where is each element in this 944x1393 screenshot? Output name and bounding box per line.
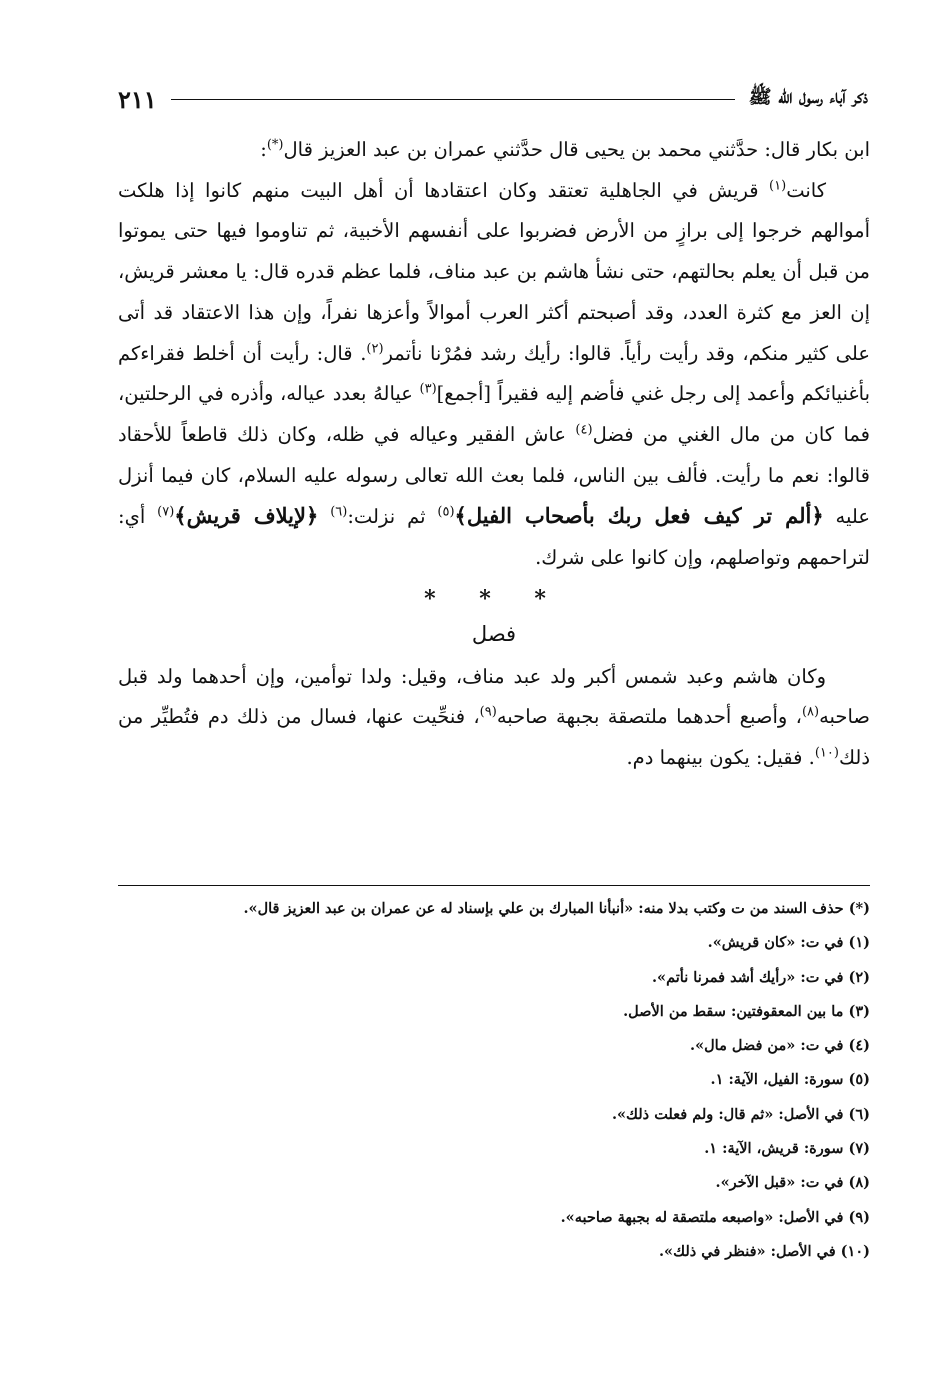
section-separator: * * * [424,585,564,612]
footnote-ref: (٢) [366,341,384,357]
footnote-ref: (٩) [479,704,497,720]
footnote: (٢) في ت: «رأيك أشد فمرنا نأتم». [652,968,870,986]
footnote-ref: (٧) [157,504,175,520]
footnote: (٥) سورة: الفيل، الآية: ١. [710,1071,870,1089]
text-run: ، وأصبع أحدهما ملتصقة بجبهة صاحبه [496,705,802,729]
footnote-ref: (٨) [801,704,820,720]
quran-verse: ﴿لإيلاف قريش﴾ [174,503,319,529]
footnote: (١) في ت: «كان قريش». [707,934,870,952]
footnote: (٤) في ت: «من فضل مال». [690,1037,870,1055]
text-run: أي: لتراحمهم وتواصلهم، وإن كانوا على شرك. [118,505,870,570]
footnote-ref: (*) [266,137,284,153]
text-run: ثم نزلت: [347,505,438,529]
text-run: عيالهُ بعدد عياله، وأذره في الرحلتين، فما كان من مال الغني من فضل [118,382,870,446]
text-run: وكان هاشم وعبد شمس أكبر ولد عبد مناف، وقيل: ولدا توأمين، وإن أحدهما ولد قبل صاحبه [118,664,870,729]
header-rule [171,99,735,100]
running-title: ذكر آباء رسول الله ﷺ [748,86,868,108]
isnad-line [118,130,870,171]
footnote: (٩) في الأصل: «واصبعه ملتصقة له بجبهة صاحبه». [560,1208,870,1226]
text-run: كانت [786,178,826,202]
footnote-ref: (٤) [575,422,593,438]
text-run: عاش الفقير وعياله في ظله، وكان ذلك قاطعاً للأحقاد قالوا: نعم ما رأيت. فألف بين الناس، فلما بعث الله تعالى رسوله عليه السلام، كان فيما أنزل عليه [118,422,870,529]
footnotes [118,885,870,1269]
section-heading: فصل [471,621,517,646]
footnote: (٨) في ت: «قبل الآخر». [715,1174,870,1192]
paragraph-1 [118,171,870,579]
isnad-text: ابن بكار قال: حدَّثني محمد بن يحيى قال حدَّثني عمران بن عبد العزيز قال [283,138,870,161]
text-run [318,505,330,528]
paragraph-2 [118,657,870,779]
footnote: (*) حذف السند من ت وكتب بدلا منه: «أنبأنا المبارك بن علي بإسناد له عن عمران بن عبد العزيز قال». [243,900,870,917]
text-run: ، فنحِّيت عنها، فسال من ذلك دم فتُطيِّر من ذلك [118,705,870,770]
footnote-ref: (٦) [330,504,348,520]
footnote: (١٠) في الأصل: «فنظر في ذلك». [658,1242,870,1260]
text-run: . فقيل: يكون بينهما دم. [626,746,815,770]
main-text [118,130,870,779]
footnote-ref: (٣) [419,381,437,397]
footnote: (٧) سورة: قريش، الآية: ١. [704,1140,870,1158]
page-number: ٢١١ [118,84,157,114]
text-run: قريش في الجاهلية تعتقد وكان اعتقادها أن أهل البيت منهم كانوا إذا هلكت أموالهم خرجوا إلى برازٍ من الأرض فضربوا على أنفسهم الأخبية، ثم تناوموا فيها حتى يموتوا من قبل أن يعلم بحالتهم، حتى نشأ هاشم بن عبد مناف، فلما عظم قدره قال: يا معشر قريش، إن العز مع كثرة العدد، وقد أصبحتم أكثر العرب أموالاً وأعزها نفراً، وإن هذا الاعتقاد قد أتى على كثير منكم، وقد رأيت رأياً. قالوا: رأيك رشد فمُرْنا نأتمر [118,178,870,365]
quran-verse: ﴿ألم تر كيف فعل ربك بأصحاب الفيل﴾ [454,503,824,529]
text-run: . قال: رأيت أن أخلط فقراءكم بأغنيائكم وأعمد إلى رجل غني فأضم إليه فقيراً [أجمع] [118,341,870,406]
footnote-ref: (١) [769,178,787,194]
page-header [118,82,868,116]
footnote-ref: (٥) [437,504,455,520]
isnad-end: : [260,138,267,161]
footnote-ref: (١٠) [814,745,839,761]
footnote: (٦) في الأصل: «ثم قال: ولم فعلت ذلك». [611,1105,870,1123]
footnote-rule [118,885,870,886]
footnote: (٣) ما بين المعقوفتين: سقط من الأصل. [623,1002,870,1020]
